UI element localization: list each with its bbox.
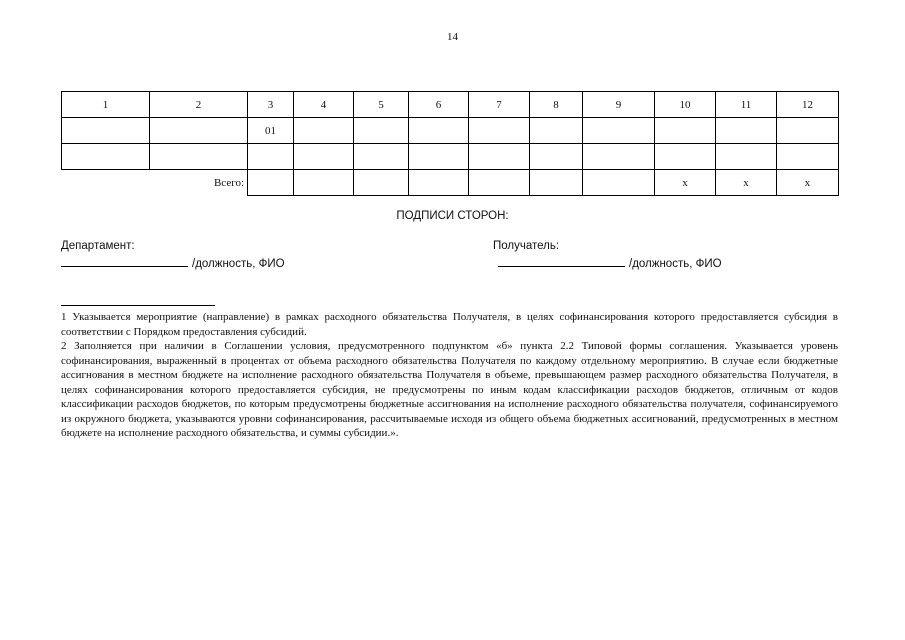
table-cell	[409, 118, 469, 144]
total-cell	[294, 170, 354, 196]
table-cell	[583, 144, 655, 170]
column-header: 4	[294, 92, 354, 118]
total-cell	[354, 170, 409, 196]
subsidy-table	[61, 91, 839, 196]
column-header: 8	[530, 92, 583, 118]
column-header: 6	[409, 92, 469, 118]
table-cell	[294, 118, 354, 144]
table-cell	[354, 118, 409, 144]
table-cell	[777, 144, 839, 170]
column-header: 10	[655, 92, 716, 118]
total-cell	[248, 170, 294, 196]
page-number: 14	[447, 31, 458, 43]
column-header: 7	[469, 92, 530, 118]
table-total-row	[62, 170, 839, 196]
table-cell	[248, 144, 294, 170]
column-header: 12	[777, 92, 839, 118]
total-cell	[583, 170, 655, 196]
column-header: 2	[150, 92, 248, 118]
column-header: 3	[248, 92, 294, 118]
table-cell	[530, 118, 583, 144]
footnote-separator	[61, 305, 215, 306]
table-cell	[583, 118, 655, 144]
column-header: 11	[716, 92, 777, 118]
position-name-caption: /должность, ФИО	[629, 258, 722, 270]
table-cell	[469, 144, 530, 170]
total-cell: x	[716, 170, 777, 196]
total-cell	[409, 170, 469, 196]
table-row	[62, 144, 839, 170]
footnote-2: 2 Заполняется при наличии в Соглашении условия, предусмотренного подпунктом «б» пункта 2.2 Типовой формы соглашения. Указывается уровень софинансирования, выраженный в процентах от объема расходного обязательства Получателя по каждому отдельному мероприятию. В случае если бюджетные ассигнования в местном бюджете на исполнение расходного обязательства Получателя в объеме, превышающем размер расходного обязательства Получателя, в целях софинансирования которого предоставляется субсидия, не предусмотрены по иным кодам классификации расходов бюджетов, отличным от кодов классификации расходов бюджетов, по которым предусмотрены бюджетные ассигнования на исполнение расходного обязательства получателя, софинансируемого из окружного бюджета, указываются уровни софинансирования, рассчитываемые исходя из общего объема бюджетных ассигнований, предусмотренных в местном бюджете на исполнение расходного обязательства, и суммы субсидии.».	[61, 340, 838, 439]
table-cell	[655, 118, 716, 144]
table-cell	[469, 118, 530, 144]
footnotes	[61, 310, 838, 441]
table-cell	[655, 144, 716, 170]
table-cell	[777, 118, 839, 144]
table-cell	[530, 144, 583, 170]
total-cell	[530, 170, 583, 196]
table-cell	[62, 144, 150, 170]
table-cell	[62, 118, 150, 144]
column-header: 1	[62, 92, 150, 118]
department-signature-block	[61, 238, 285, 273]
column-header: 5	[354, 92, 409, 118]
table-header-row	[62, 92, 839, 118]
recipient-label: Получатель:	[493, 240, 560, 252]
column-header: 9	[583, 92, 655, 118]
table-cell	[294, 144, 354, 170]
signature-line	[61, 255, 188, 267]
footnote-1: 1 Указывается мероприятие (направление) в рамках расходного обязательства Получателя, в целях софинансирования которого предоставляется субсидия в соответствии с Порядком предоставления субсидий.	[61, 311, 838, 338]
position-name-caption: /должность, ФИО	[192, 258, 285, 270]
total-cell: x	[655, 170, 716, 196]
table-cell	[354, 144, 409, 170]
table-cell: 01	[248, 118, 294, 144]
table-row	[62, 118, 839, 144]
total-cell: x	[777, 170, 839, 196]
table-cell	[716, 118, 777, 144]
table-cell	[716, 144, 777, 170]
total-label: Всего:	[62, 170, 248, 196]
table-cell	[409, 144, 469, 170]
recipient-signature-line	[498, 255, 722, 273]
department-label: Департамент:	[61, 240, 135, 252]
recipient-signature-block	[493, 238, 722, 273]
table-cell	[150, 118, 248, 144]
signature-line	[498, 255, 625, 267]
signatures-title: ПОДПИСИ СТОРОН:	[396, 210, 509, 222]
department-signature-line	[61, 255, 285, 273]
table-cell	[150, 144, 248, 170]
total-cell	[469, 170, 530, 196]
